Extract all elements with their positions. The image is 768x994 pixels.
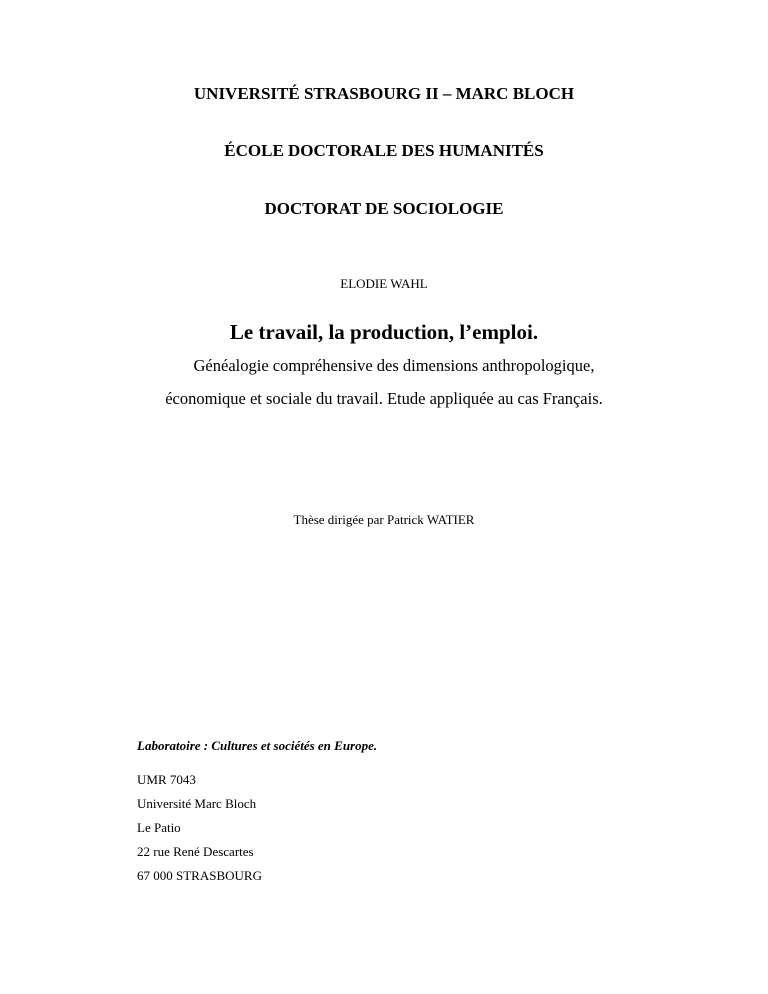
address-line: Le Patio — [137, 820, 181, 835]
laboratory-title: Laboratoire : Cultures et sociétés en Europe. — [137, 738, 378, 753]
author-name: ELODIE WAHL — [340, 276, 428, 291]
address-line: 22 rue René Descartes — [137, 844, 254, 859]
laboratory-block — [137, 738, 697, 888]
thesis-subtitle-line-1: Généalogie compréhensive des dimensions anthropologique, — [193, 356, 595, 375]
address-line: Université Marc Bloch — [137, 796, 257, 811]
thesis-director: Thèse dirigée par Patrick WATIER — [293, 512, 475, 527]
thesis-title: Le travail, la production, l’emploi. — [229, 320, 539, 344]
doctoral-school: ÉCOLE DOCTORALE DES HUMANITÉS — [224, 141, 544, 160]
thesis-subtitle-line-2: économique et sociale du travail. Etude appliquée au cas Français. — [165, 389, 603, 408]
degree-title: DOCTORAT DE SOCIOLOGIE — [264, 199, 504, 218]
university-name: UNIVERSITÉ STRASBOURG II – MARC BLOCH — [193, 84, 575, 103]
address-line: 67 000 STRASBOURG — [137, 868, 262, 883]
address-line: UMR 7043 — [137, 772, 196, 787]
